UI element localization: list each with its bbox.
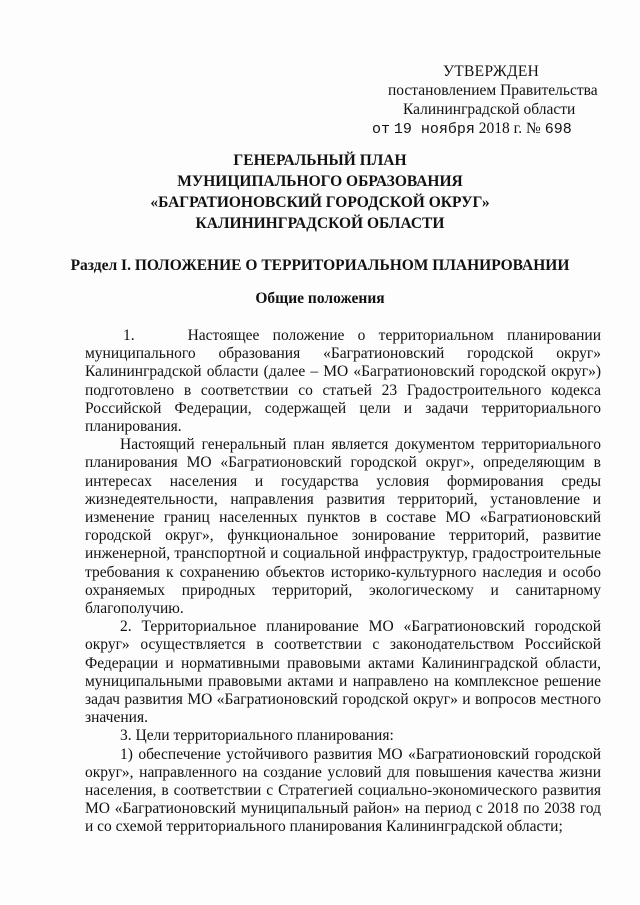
date-day-month: 19 ноября (393, 121, 475, 138)
approval-stamp (370, 62, 610, 139)
title-line-3: «БАГРАТИОНОВСКИЙ ГОРОДСКОЙ ОКРУГ» (150, 194, 490, 211)
paragraph-5: 1) обеспечение устойчивого развития МО «Багратионовский городской округ», направленного на создание условий для повышения качества жизни населения, в соответствии с Стратегией социально-экономического развития МО «Багратионовский муниципальный район» на период с 2018 по 2038 год и со схемой территориального планирования Калининградской области; (85, 745, 601, 836)
subsection-title: Общие положения (255, 290, 385, 307)
paragraph-2: Настоящий генеральный план является документом территориального планирования МО «Багратионовский городской округ», определяющим в интересах населения и государства условия формирования среды жизнедеятельности, направления развития территорий, установление и изменение границ населенных пунктов в составе МО «Багратионовский городской округ», функциональное зонирование территорий, развитие инженерной, транспортной и социальной инфраструктур, градостроительные требования к сохранению объектов историко-культурного наследия и особо охраняемых природных территорий, экологическому и санитарному благополучию. (85, 436, 601, 618)
document-title (0, 150, 640, 234)
approval-line-government: постановлением Правительства (388, 82, 598, 99)
title-line-2: МУНИЦИПАЛЬНОГО ОБРАЗОВАНИЯ (177, 173, 463, 190)
paragraph-1: 1. Настоящее положение о территориальном планировании муниципального образования «Багратионовский городской округ» Калининградской области (далее – МО «Багратионовский городской округ») подготовлено в соответствии со статьей 23 Градостроительного кодекса Российской Федерации, содержащей цели и задачи территориального планирования. (85, 327, 601, 436)
paragraph-4: 3. Цели территориального планирования: (120, 727, 394, 745)
decree-number: 698 (544, 121, 572, 138)
approval-title: УТВЕРЖДЕН (443, 63, 540, 80)
approval-date-line (370, 119, 610, 139)
body-text (85, 327, 601, 837)
date-year: 2018 г. (478, 120, 523, 137)
paragraph-3: 2. Территориальное планирование МО «Багратионовский городской округ» осуществляется в соответствии с законодательством Российской Федерации и нормативными правовыми актами Калининградской области, муниципальными правовыми актами и направлено на комплексное решение задач развития МО «Багратионовский городской округ» и вопросов местного значения. (85, 618, 601, 727)
section-title: Раздел I. ПОЛОЖЕНИЕ О ТЕРРИТОРИАЛЬНОМ ПЛАНИРОВАНИИ (70, 257, 570, 274)
approval-line-region: Калининградской области (403, 101, 576, 118)
title-line-4: КАЛИНИНГРАДСКОЙ ОБЛАСТИ (195, 215, 445, 232)
date-prefix: от (372, 121, 391, 138)
number-prefix: № (526, 120, 541, 137)
title-line-1: ГЕНЕРАЛЬНЫЙ ПЛАН (233, 152, 407, 169)
